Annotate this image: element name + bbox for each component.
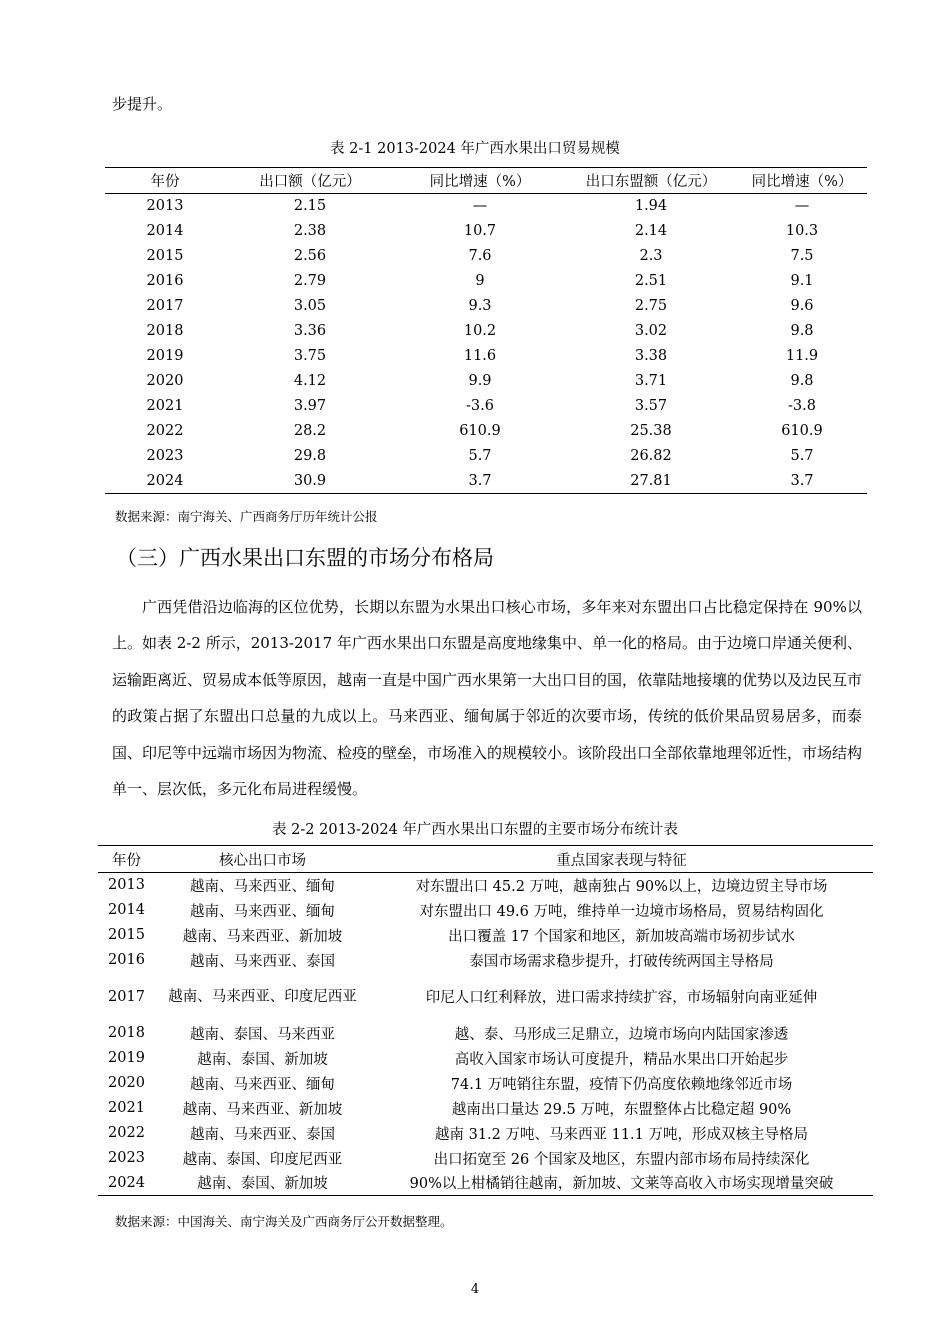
table-cell: 2015 (146, 248, 184, 264)
table-cell: 印尼人口红利释放，进口需求持续扩容，市场辐射向南亚延伸 (425, 990, 818, 1006)
table-row (98, 1021, 873, 1046)
table-cell: 9.1 (790, 273, 814, 289)
table-cell: 610.9 (781, 423, 823, 439)
table-cell: 2022 (108, 1125, 145, 1141)
table-cell: 90%以上柑橘销往越南，新加坡、文莱等高收入市场实现增量突破 (409, 1176, 834, 1193)
column-header: 同比增速（%） (737, 168, 867, 194)
table-cell: 越、泰、马形成三足鼎立，边境市场向内陆国家渗透 (454, 1026, 789, 1043)
table-cell: 2020 (108, 1075, 145, 1091)
table-cell: 28.2 (293, 423, 327, 439)
table-cell: 3.38 (634, 348, 668, 364)
table-cell: 2013 (108, 877, 145, 894)
table-cell: 2013 (146, 198, 184, 215)
table-cell: 2.3 (639, 248, 663, 264)
table-cell: — (472, 198, 488, 215)
table-cell: 2.75 (634, 298, 668, 314)
table-cell: 11.6 (463, 348, 497, 364)
table-row (98, 1071, 873, 1096)
table-cell: 3.71 (634, 373, 668, 389)
table-cell: 2021 (108, 1100, 145, 1116)
table-row (98, 1146, 873, 1171)
table-cell: 越南、泰国、新加坡 (197, 1176, 328, 1193)
table-cell: 9.8 (790, 373, 814, 389)
table-cell: 2016 (108, 952, 145, 968)
table-cell: 2021 (146, 398, 184, 414)
table-cell: 出口拓宽至 26 个国家及地区，东盟内部市场布局持续深化 (433, 1151, 810, 1168)
table-cell: 越南、马来西亚、印度尼西亚 (168, 988, 357, 1005)
table-cell: 5.7 (468, 448, 492, 464)
table-cell: 2015 (108, 927, 145, 943)
table-cell: 1.94 (634, 198, 668, 215)
table-row (105, 269, 867, 294)
table-cell: 出口覆盖 17 个国家和地区，新加坡高端市场初步试水 (448, 928, 795, 945)
table-cell: -3.6 (466, 398, 494, 414)
market-distribution-table (98, 845, 873, 1196)
table-row (105, 244, 867, 269)
table-cell: -3.8 (788, 398, 816, 414)
table-cell: 9.8 (790, 323, 814, 339)
table-row (105, 319, 867, 344)
table-cell: 2017 (108, 988, 145, 1005)
table-cell: 610.9 (459, 423, 501, 439)
table-cell: 2018 (146, 323, 184, 339)
table2-header-row (98, 846, 873, 873)
table-cell: 2.79 (293, 273, 327, 289)
table-cell: 越南、马来西亚、缅甸 (190, 1076, 335, 1093)
table-row (105, 344, 867, 369)
table-cell: 10.7 (463, 223, 497, 239)
table-cell: 7.5 (790, 248, 814, 264)
table-row (105, 294, 867, 319)
table-cell: 越南、泰国、印度尼西亚 (182, 1151, 343, 1168)
table-cell: 2024 (146, 472, 184, 489)
table-cell: 2017 (146, 298, 184, 314)
table-row (98, 1121, 873, 1146)
page-number: 4 (470, 1282, 480, 1297)
table-cell: 4.12 (293, 373, 327, 389)
table-cell: 2024 (108, 1174, 145, 1191)
table-cell: 泰国市场需求稳步提升，打破传统两国主导格局 (469, 953, 774, 970)
table-row (105, 419, 867, 444)
table-cell: 越南、马来西亚、新加坡 (182, 928, 343, 945)
table-cell: 越南、马来西亚、缅甸 (190, 903, 335, 920)
table-row (105, 394, 867, 419)
table-row (98, 873, 873, 898)
table-row (98, 923, 873, 948)
table-cell: 2023 (146, 448, 184, 464)
table-cell: 2016 (146, 273, 184, 289)
column-header: 年份 (105, 168, 225, 194)
body-paragraph (112, 589, 862, 807)
table-cell: 3.7 (790, 472, 814, 489)
table-row (105, 194, 867, 219)
table-cell: 10.2 (463, 323, 497, 339)
table-cell: 9.3 (468, 298, 492, 314)
table-row (98, 898, 873, 923)
table-cell: 3.57 (634, 398, 668, 414)
table-cell: 越南 31.2 万吨、马来西亚 11.1 万吨，形成双核主导格局 (434, 1126, 808, 1143)
table-cell: 5.7 (790, 448, 814, 464)
table-row (98, 1096, 873, 1121)
table2-body (98, 873, 873, 1196)
table1-caption: 表 2-1 2013-2024 年广西水果出口贸易规模 (330, 141, 620, 157)
table-cell: 30.9 (293, 472, 327, 489)
table-cell: 10.3 (785, 223, 819, 239)
table-row (105, 219, 867, 244)
table-cell: 2018 (108, 1025, 145, 1041)
lead-text: 步提升。 (112, 95, 173, 113)
table-cell: 对东盟出口 49.6 万吨，维持单一边境市场格局，贸易结构固化 (419, 903, 824, 920)
export-scale-table (105, 167, 867, 494)
table-row (105, 444, 867, 469)
table-cell: 2023 (108, 1150, 145, 1166)
column-header: 核心出口市场 (155, 846, 370, 873)
table-cell: 2.14 (634, 223, 668, 239)
column-header: 出口东盟额（亿元） (565, 168, 737, 194)
table1-body (105, 194, 867, 494)
table2-caption: 表 2-2 2013-2024 年广西水果出口东盟的主要市场分布统计表 (272, 822, 678, 838)
table2-source: 数据来源：中国海关、南宁海关及广西商务厅公开数据整理。 (115, 1214, 453, 1229)
table-cell: 3.36 (293, 323, 327, 339)
paragraph-text: 广西凭借沿边临海的区位优势，长期以东盟为水果出口核心市场，多年来对东盟出口占比稳定保持在 90%以上。如表 2-2 所示，2013-2017 年广西水果出口东盟是高度地缘集中、单一化的格局。由于边境口岸通关便利、运输距离近、贸易成本低等原因，越南一直是中国广西水果第一大出口目的国，依靠陆地接壤的优势以及边民互市的政策占据了东盟出口总量的九成以上。马来西亚、缅甸属于邻近的次要市场，传统的低价果品贸易居多，而泰国、印尼等中远端市场因为物流、检疫的壁垒，市场准入的规模较小。该阶段出口全部依靠地理邻近性，市场结构单一、层次低，多元化布局进程缓慢。 (112, 598, 863, 799)
table-cell: 2014 (108, 902, 145, 918)
table-row (105, 369, 867, 394)
table-cell: 2022 (146, 423, 184, 439)
table-cell: 9.9 (468, 373, 492, 389)
table-row (98, 1046, 873, 1071)
table-cell: 高收入国家市场认可度提升，精品水果出口开始起步 (454, 1051, 789, 1068)
table-row (105, 469, 867, 494)
table-cell: 越南出口量达 29.5 万吨，东盟整体占比稳定超 90% (451, 1101, 792, 1118)
table-cell: — (794, 198, 810, 215)
table-cell: 3.7 (468, 472, 492, 489)
table-cell: 越南、泰国、新加坡 (197, 1051, 328, 1068)
table-cell: 3.02 (634, 323, 668, 339)
table-cell: 越南、马来西亚、泰国 (190, 1126, 335, 1143)
table1-source: 数据来源：南宁海关、广西商务厅历年统计公报 (115, 509, 378, 524)
column-header: 重点国家表现与特征 (370, 846, 873, 873)
table-cell: 26.82 (630, 448, 672, 464)
table-cell: 对东盟出口 45.2 万吨，越南独占 90%以上，边境边贸主导市场 (415, 878, 828, 895)
table-row (98, 973, 873, 1021)
table1-header-row (105, 168, 867, 194)
table-cell: 2.56 (293, 248, 327, 264)
table-cell: 74.1 万吨销往东盟，疫情下仍高度依赖地缘邻近市场 (450, 1076, 793, 1093)
table-cell: 2.38 (293, 223, 327, 239)
table-cell: 7.6 (468, 248, 492, 264)
table-cell: 3.05 (293, 298, 327, 314)
column-header: 出口额（亿元） (225, 168, 395, 194)
table-cell: 越南、马来西亚、缅甸 (190, 878, 335, 895)
table-cell: 9 (475, 273, 485, 289)
table-cell: 29.8 (293, 448, 327, 464)
table-cell: 3.97 (293, 398, 327, 414)
table-row (98, 1171, 873, 1196)
table-cell: 2019 (146, 348, 184, 364)
table-cell: 越南、马来西亚、泰国 (190, 953, 335, 970)
table-cell: 2019 (108, 1050, 145, 1066)
table-cell: 2.51 (634, 273, 668, 289)
column-header: 年份 (98, 846, 155, 873)
table-cell: 25.38 (630, 423, 672, 439)
table-cell: 2014 (146, 223, 184, 239)
table-cell: 2.15 (293, 198, 327, 215)
table-cell: 9.6 (790, 298, 814, 314)
table-row (98, 948, 873, 973)
table-cell: 越南、马来西亚、新加坡 (182, 1101, 343, 1118)
table-cell: 2020 (146, 373, 184, 389)
table-cell: 越南、泰国、马来西亚 (190, 1026, 335, 1043)
column-header: 同比增速（%） (395, 168, 565, 194)
table-cell: 27.81 (630, 472, 672, 489)
table-cell: 3.75 (293, 348, 327, 364)
section-heading: （三）广西水果出口东盟的市场分布格局 (116, 546, 494, 570)
table-cell: 11.9 (785, 348, 819, 364)
